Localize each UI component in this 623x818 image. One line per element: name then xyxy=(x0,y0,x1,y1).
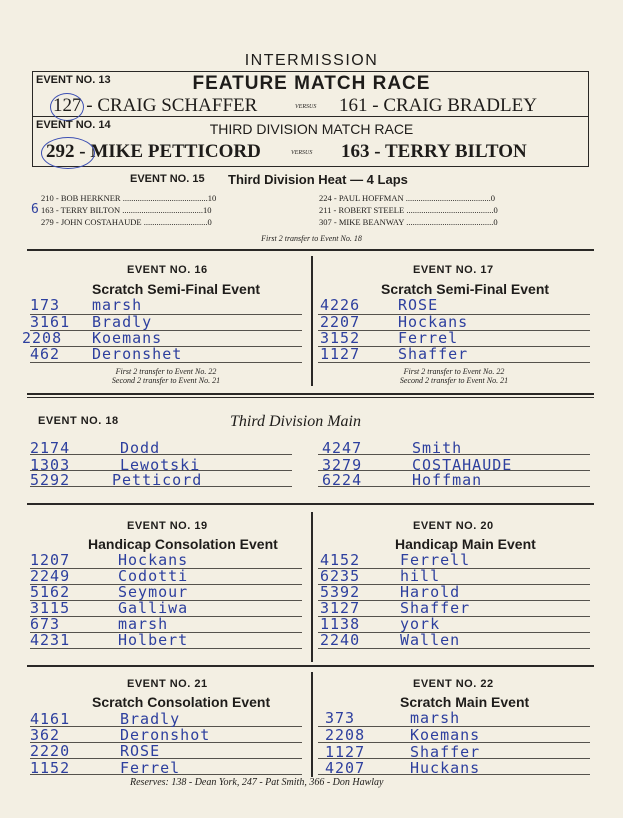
entry-number: 5292 xyxy=(30,471,71,489)
entry-name: Lewotski xyxy=(120,456,201,474)
entry-name: marsh xyxy=(92,296,143,314)
entry-row xyxy=(320,631,580,649)
event-17-title: Scratch Semi-Final Event xyxy=(381,281,550,297)
divider xyxy=(27,503,594,505)
entry-row xyxy=(30,759,290,777)
entry-name: Galliwa xyxy=(118,599,189,617)
event-13-right: 161 - CRAIG BRADLEY xyxy=(339,95,537,116)
entry-number: 3279 xyxy=(322,456,363,474)
entry-name: ROSE xyxy=(120,742,161,760)
reserves-line: Reserves: 138 - Dean York, 247 - Pat Smith, 366 - Don Hawlay xyxy=(130,777,384,788)
entry-name: Ferrell xyxy=(400,551,471,569)
event-16-title: Scratch Semi-Final Event xyxy=(92,281,261,297)
entry-number: 4161 xyxy=(30,710,71,728)
entry-name: Shaffer xyxy=(398,345,469,363)
event-20-title: Handicap Main Event xyxy=(395,536,536,552)
entry-row xyxy=(325,709,585,727)
entry-name: Dodd xyxy=(120,439,161,457)
event-14-right: 163 - TERRY BILTON xyxy=(341,141,527,162)
event-15-note: First 2 transfer to Event No. 18 xyxy=(261,234,362,243)
entry-number: 5392 xyxy=(320,583,361,601)
entry-number: 2174 xyxy=(30,439,71,457)
entry-row xyxy=(30,296,290,314)
entry-number: 1127 xyxy=(320,345,361,363)
entry-row xyxy=(325,726,585,744)
heat-entry: 210 - BOB HERKNER ........................................10 xyxy=(41,193,217,203)
entry-row xyxy=(322,439,582,457)
event-14-label: EVENT NO. 14 xyxy=(36,119,111,131)
entry-number: 1303 xyxy=(30,456,71,474)
entry-number: 3115 xyxy=(30,599,71,617)
divider xyxy=(311,256,313,386)
event-17-note-1: First 2 transfer to Event No. 22 xyxy=(403,367,505,376)
event-19-label: EVENT NO. 19 xyxy=(127,520,208,532)
event-13-label: EVENT NO. 13 xyxy=(36,74,111,86)
entry-name: Wallen xyxy=(400,631,461,649)
entry-row xyxy=(320,296,580,314)
entry-name: Huckans xyxy=(410,759,481,777)
event-18-label: EVENT NO. 18 xyxy=(38,415,119,427)
entry-name: hill xyxy=(400,567,441,585)
entry-row xyxy=(30,742,290,760)
entry-number: 673 xyxy=(30,615,61,633)
entry-name: Deronshot xyxy=(120,726,211,744)
entry-row xyxy=(30,439,290,457)
entry-name: marsh xyxy=(410,709,461,727)
entry-name: Smith xyxy=(412,439,463,457)
entry-number: 2220 xyxy=(30,742,71,760)
entry-name: Codotti xyxy=(118,567,189,585)
entry-name: Holbert xyxy=(118,631,189,649)
entry-number: 4226 xyxy=(320,296,361,314)
entry-name: Harold xyxy=(400,583,461,601)
entry-name: Koemans xyxy=(410,726,481,744)
divider xyxy=(27,397,594,398)
entry-name: york xyxy=(400,615,441,633)
entry-name: Shaffer xyxy=(410,743,481,761)
entry-number: 462 xyxy=(30,345,61,363)
entry-name: marsh xyxy=(118,615,169,633)
entry-name: Deronshet xyxy=(92,345,183,363)
entry-number: 3152 xyxy=(320,329,361,347)
entry-number: 4207 xyxy=(325,759,366,777)
entry-number: 4247 xyxy=(322,439,363,457)
event-22-label: EVENT NO. 22 xyxy=(413,678,494,690)
entry-name: Shaffer xyxy=(400,599,471,617)
event-17-note-2: Second 2 transfer to Event No. 21 xyxy=(399,376,509,385)
entry-number: 4152 xyxy=(320,551,361,569)
event-18-title: Third Division Main xyxy=(230,413,361,430)
event-14-box xyxy=(32,117,589,167)
entry-number: 1207 xyxy=(30,551,71,569)
entry-name: Petticord xyxy=(112,471,203,489)
divider xyxy=(27,249,594,251)
heat-entry: 279 - JOHN COSTAHAUDE ..............................0 xyxy=(41,217,212,227)
divider xyxy=(27,665,594,667)
entry-number: 2249 xyxy=(30,567,71,585)
entry-number: 2208 xyxy=(22,329,63,347)
entry-number: 3127 xyxy=(320,599,361,617)
event-16-label: EVENT NO. 16 xyxy=(127,264,208,276)
event-21-title: Scratch Consolation Event xyxy=(92,694,271,710)
entry-name: Bradly xyxy=(92,313,153,331)
event-14-title: THIRD DIVISION MATCH RACE xyxy=(209,121,414,137)
entry-name: Hockans xyxy=(398,313,469,331)
entry-name: COSTAHAUDE xyxy=(412,456,513,474)
divider xyxy=(27,393,594,395)
entry-row xyxy=(325,759,585,777)
event-16-note-1: First 2 transfer to Event No. 22 xyxy=(115,367,217,376)
heat-entry: 163 - TERRY BILTON ......................................10 xyxy=(41,205,212,215)
entry-name: Seymour xyxy=(118,583,189,601)
entry-number: 6235 xyxy=(320,567,361,585)
entry-number: 3161 xyxy=(30,313,71,331)
entry-name: Koemans xyxy=(92,329,163,347)
event-15-label: EVENT NO. 15 xyxy=(130,173,205,185)
entry-name: ROSE xyxy=(398,296,439,314)
entry-number: 373 xyxy=(325,709,356,727)
circle-mark-icon xyxy=(41,137,95,169)
heat-entry: 307 - MIKE BEANWAY .........................................0 xyxy=(319,217,498,227)
event-20-label: EVENT NO. 20 xyxy=(413,520,494,532)
event-22-title: Scratch Main Event xyxy=(400,694,530,710)
entry-number: 1152 xyxy=(30,759,71,777)
event-13-left: 127 - CRAIG SCHAFFER xyxy=(53,95,258,116)
entry-number: 173 xyxy=(30,296,61,314)
position-mark: 6 xyxy=(31,202,40,217)
entry-number: 1127 xyxy=(325,743,366,761)
divider xyxy=(311,512,313,662)
entry-name: Bradly xyxy=(120,710,181,728)
heat-entry: 224 - PAUL HOFFMAN ........................................0 xyxy=(319,193,495,203)
event-13-box xyxy=(32,71,589,117)
event-19-title: Handicap Consolation Event xyxy=(88,536,278,552)
event-13-versus: VERSUS xyxy=(295,104,317,110)
event-16-note-2: Second 2 transfer to Event No. 21 xyxy=(111,376,221,385)
divider xyxy=(311,672,313,777)
entry-number: 2207 xyxy=(320,313,361,331)
entry-name: Hockans xyxy=(118,551,189,569)
intermission-heading: INTERMISSION xyxy=(244,52,379,69)
entry-row xyxy=(30,471,290,489)
event-13-title: FEATURE MATCH RACE xyxy=(192,73,431,94)
entry-number: 1138 xyxy=(320,615,361,633)
entry-number: 6224 xyxy=(322,471,363,489)
entry-number: 5162 xyxy=(30,583,71,601)
entry-row xyxy=(30,345,290,363)
entry-row xyxy=(320,345,580,363)
entry-name: Hoffman xyxy=(412,471,483,489)
entry-number: 2208 xyxy=(325,726,366,744)
entry-number: 2240 xyxy=(320,631,361,649)
event-17-label: EVENT NO. 17 xyxy=(413,264,494,276)
entry-number: 4231 xyxy=(30,631,71,649)
entry-number: 362 xyxy=(30,726,61,744)
entry-row xyxy=(30,631,290,649)
event-14-versus: VERSUS xyxy=(291,150,313,156)
entry-name: Ferrel xyxy=(120,759,181,777)
event-21-label: EVENT NO. 21 xyxy=(127,678,208,690)
entry-name: Ferrel xyxy=(398,329,459,347)
event-15-title: Third Division Heat — 4 Laps xyxy=(228,172,408,187)
event-14-left: 292 - MIKE PETTICORD xyxy=(46,141,261,162)
entry-row xyxy=(322,471,582,489)
heat-entry: 211 - ROBERT STEELE .........................................0 xyxy=(319,205,498,215)
